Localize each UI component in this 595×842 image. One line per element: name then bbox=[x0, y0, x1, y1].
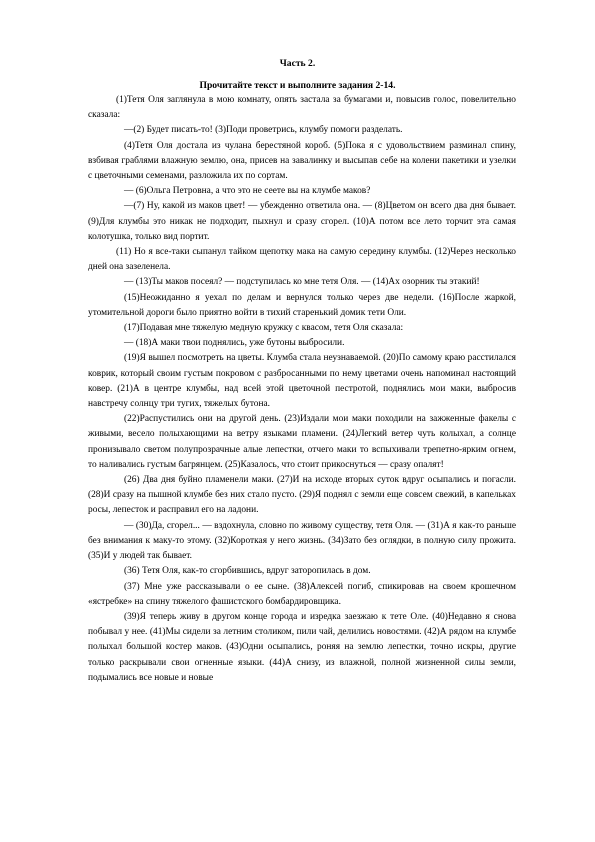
paragraph: —(7) Ну, какой из маков цвет! — убежденно ответила она. — (8)Цветом он всего два дня бывает. (9)Для клумбы это никак не подходит, пыхнул и сразу сгорел. (10)А потом все лето торчит эта самая колотушка, только вид портит. bbox=[88, 201, 516, 242]
paragraph: (11) Но я все-таки сыпанул тайком щепотку мака на самую середину клумбы. (12)Через несколько дней она зазеленела. bbox=[88, 247, 516, 273]
paragraph: (39)Я теперь живу в другом конце города и изредка заезжаю к тете Оле. (40)Недавно я снова побывал у нее. (41)Мы сидели за летним столиком, пили чай, делились новостями. (42)А рядом на клумбе полыхал большой костер маков. (43)Одни осыпались, роняя на землю лепестки, точно искры, другие только раскрывали свои огненные языки. (44)А снизу, из влажной, полной жизненной силы земли, подымались все новые и новые bbox=[88, 611, 516, 683]
paragraph: —(2) Будет писать-то! (3)Поди проветрись, клумбу помоги разделать. bbox=[124, 125, 403, 136]
task-title: Прочитайте текст и выполните задания 2-14. bbox=[199, 80, 396, 91]
paragraph: (17)Подавая мне тяжелую медную кружку с квасом, тетя Оля сказала: bbox=[124, 323, 404, 334]
story-text bbox=[88, 93, 516, 686]
paragraph: (37) Мне уже рассказывали о ее сыне. (38)Алексей погиб, спикировав на своем крошечном «ястребке» на спину тяжелого фашистского бомбардировщика. bbox=[88, 581, 516, 607]
paragraph: (22)Распустились они на другой день. (23)Издали мои маки походили на зажженные факелы с живыми, весело полыхающими на ветру языками пламени. (24)Легкий ветер чуть колыхал, а солнце пронизывало светом полупрозрачные алые лепестки, отчего маки то вспыхивали трепетно-ярким огнем, то наливались густым багрянцем. (25)Казалось, что стоит прикоснуться — сразу опалят! bbox=[88, 414, 516, 470]
part-title: Часть 2. bbox=[279, 58, 316, 69]
paragraph: (36) Тетя Оля, как-то сгорбившись, вдруг заторопилась в дом. bbox=[124, 566, 371, 577]
paragraph: — (18)А маки твои поднялись, уже бутоны выбросили. bbox=[124, 338, 345, 349]
paragraph: — (6)Ольга Петровна, а что это не сеете вы на клумбе маков? bbox=[124, 186, 371, 197]
paragraph: (19)Я вышел посмотреть на цветы. Клумба стала неузнаваемой. (20)По самому краю расстилался коврик, который своим густым покровом с разбросанными по нему цветами очень напоминал настоящий ковер. (21)А в центре клумбы, над всей этой цветочной пестротой, поднялись мои маки, выбросив навстречу солнцу три тугих, тяжелых бутона. bbox=[88, 353, 516, 410]
paragraph: — (13)Ты маков посеял? — подступилась ко мне тетя Оля. — (14)Ах озорник ты этакий! bbox=[124, 277, 480, 288]
paragraph: (15)Неожиданно я уехал по делам и вернулся только через две недели. (16)После жаркой, утомительной дороги было приятно войти в тихий старенький домик тети Оли. bbox=[88, 292, 516, 318]
paragraph: (4)Тетя Оля достала из чулана берестяной короб. (5)Пока я с удовольствием разминал спину, взбивая граблями влажную землю, она, присев на завалинку и высыпав себе на колени пакетики и узелки с цветочными семенами, разложила их по сортам. bbox=[88, 140, 516, 182]
paragraph: (1)Тетя Оля заглянула в мою комнату, опять застала за бумагами и, повысив голос, повелительно сказала: bbox=[88, 95, 516, 121]
paragraph: (26) Два дня буйно пламенели маки. (27)И на исходе вторых суток вдруг осыпались и погасли. (28)И сразу на пышной клумбе без них стало пусто. (29)Я поднял с земли еще совсем свежий, в капельках росы, лепесток и расправил его на ладони. bbox=[88, 475, 516, 516]
paragraph: — (30)Да, сгорел... — вздохнула, словно по живому существу, тетя Оля. — (31)А я как-то раньше без внимания к маку-то этому. (32)Короткая у него жизнь. (34)Зато без оглядки, в полную силу прожита. (35)И у людей так бывает. bbox=[88, 520, 516, 562]
